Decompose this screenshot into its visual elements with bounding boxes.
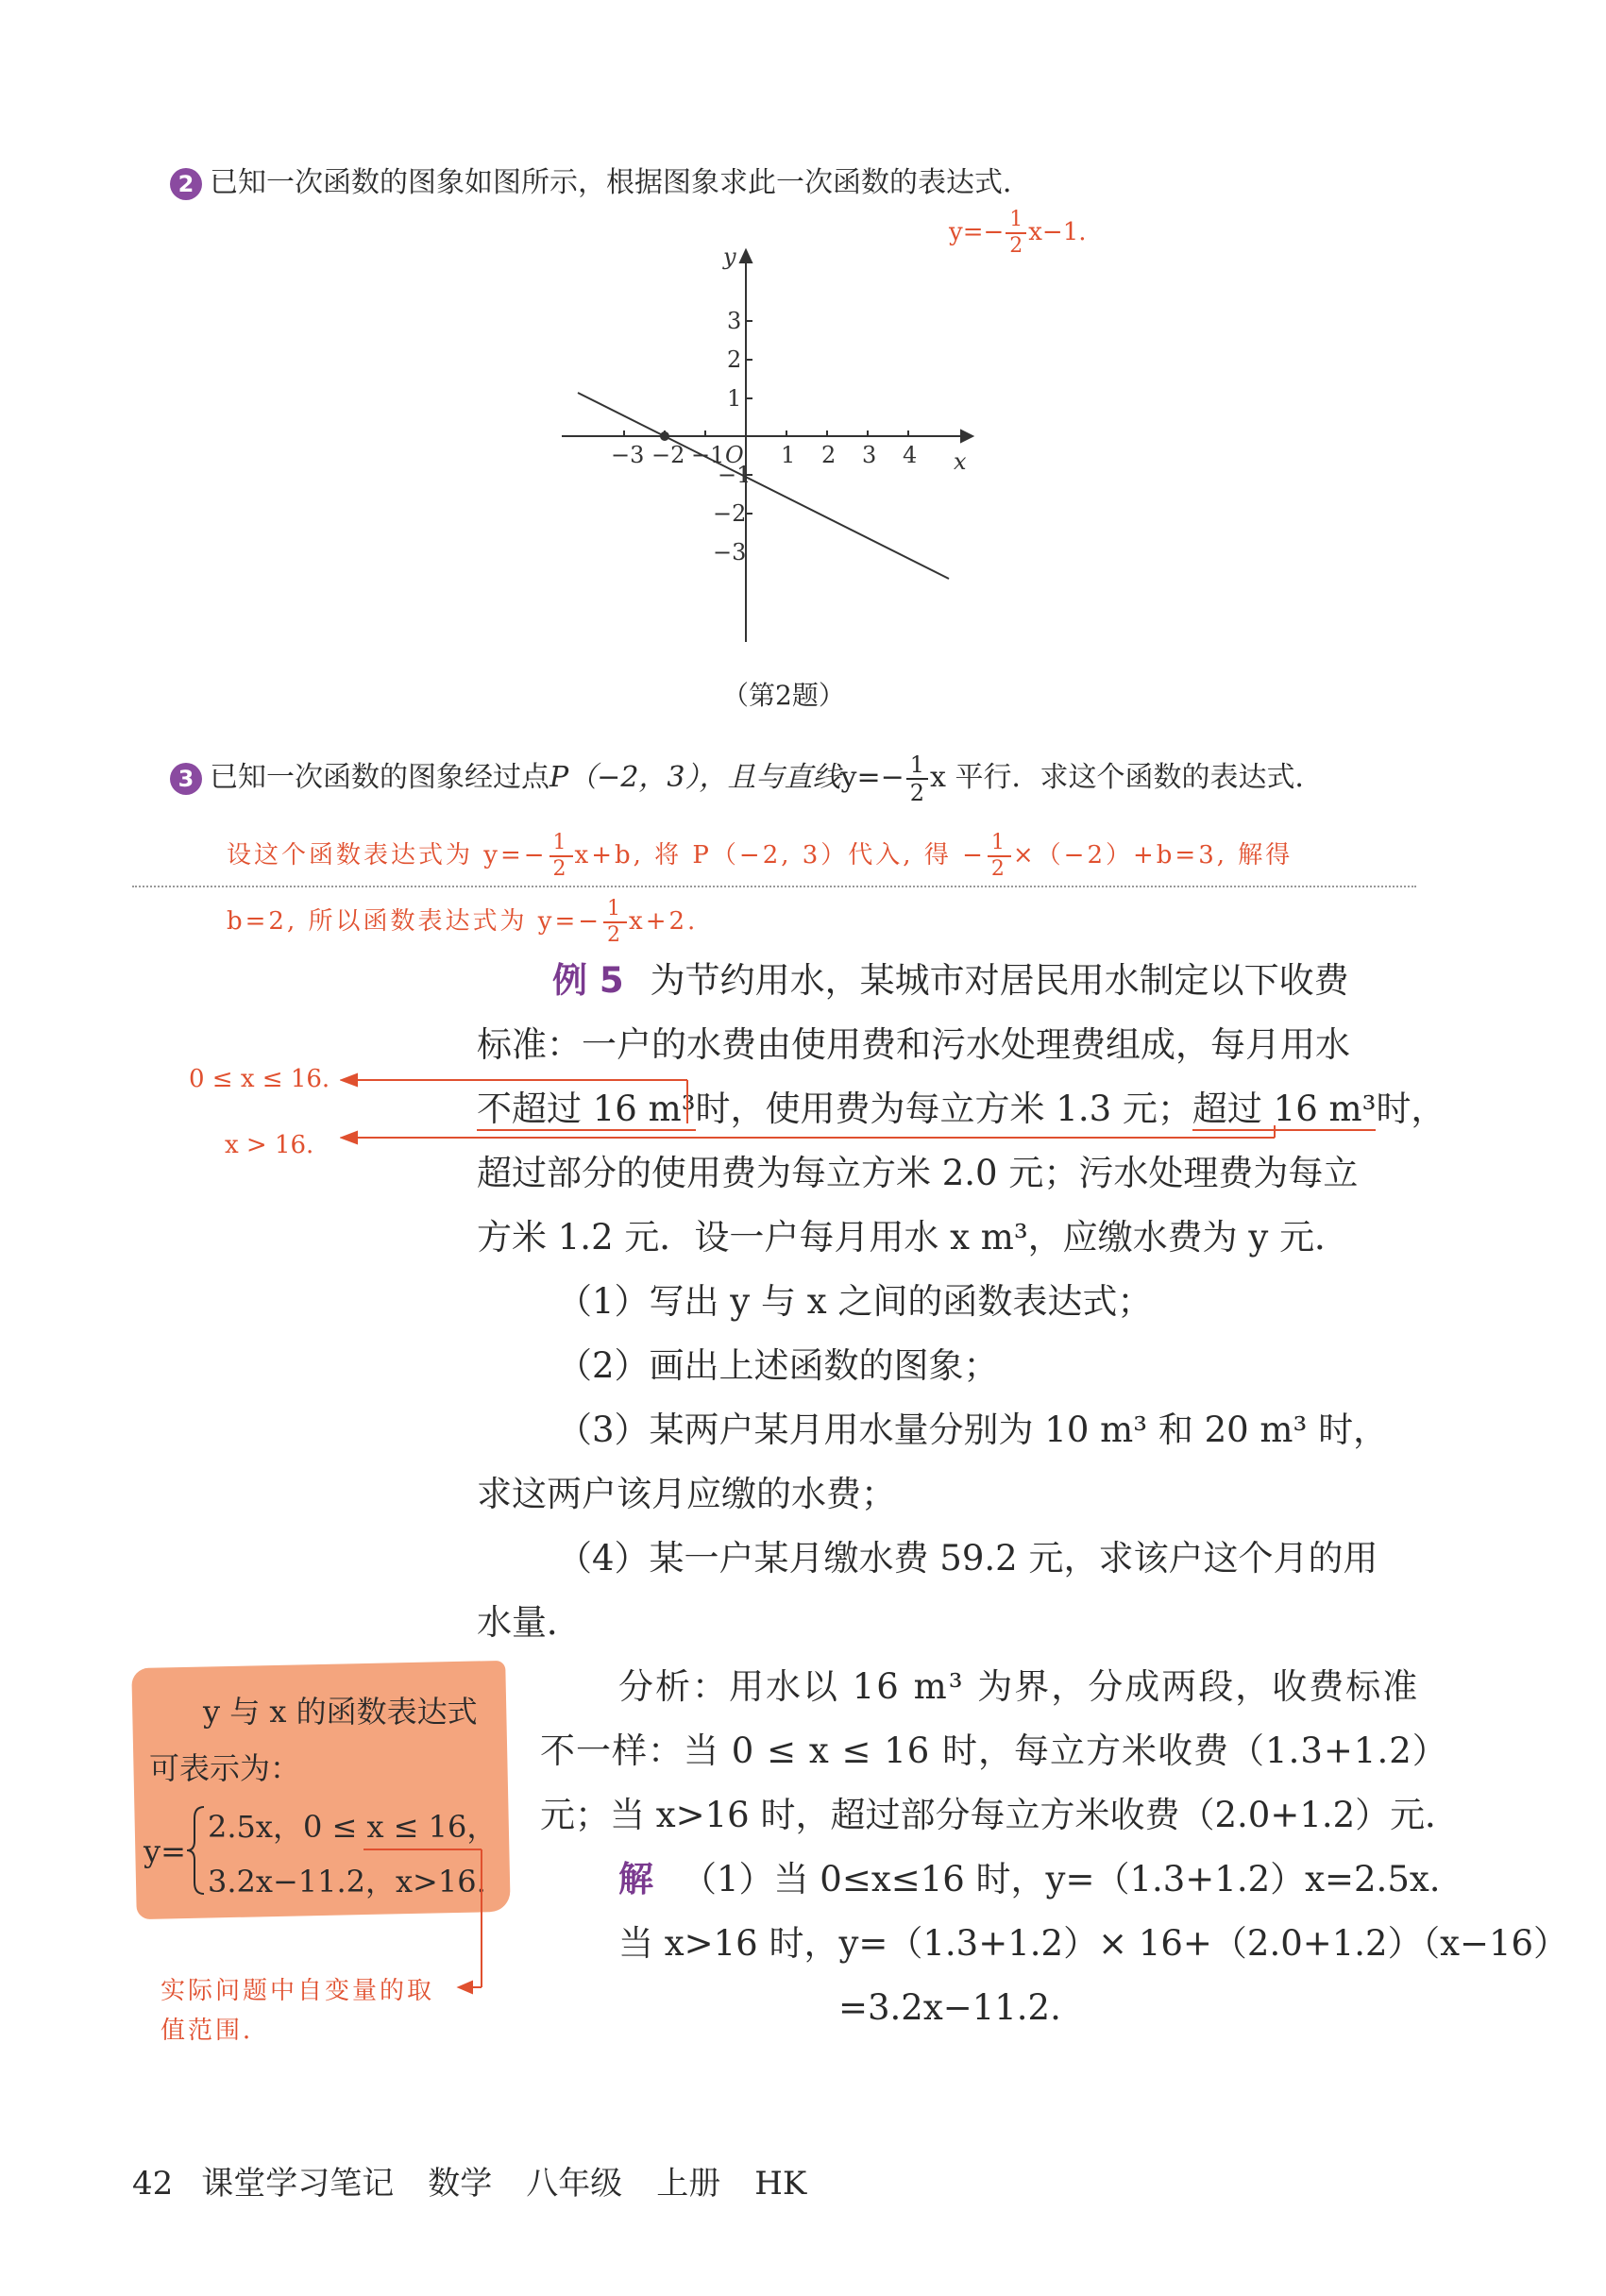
figure-caption: （第2题） [722,680,845,711]
arrow-head [342,1132,357,1143]
example-5-subquestion-1: （1）写出 y 与 x 之间的函数表达式； [557,1281,1153,1322]
fraction-denominator: 2 [990,857,1007,881]
sidebox-case-1: 2.5x，0 ≤ x ≤ 16， [208,1809,498,1845]
margin-note-range-1: 0 ≤ x ≤ 16. [189,1065,330,1093]
question-3-text: 已知一次函数的图象经过点 [210,761,549,794]
answer-fraction [1006,210,1026,257]
x-axis-arrow [961,430,972,442]
example-5-subquestion-4: （4）某一户某月缴水费 59.2 元，求该户这个月的用 [557,1538,1378,1578]
sidebox-line-2: 可表示为： [149,1750,301,1786]
fraction-denominator: 2 [1009,234,1023,258]
example-5-subquestion-4-cont: 水量． [477,1602,582,1643]
solution-label: 解 [618,1859,653,1899]
example-text: 时，使用费为每立方米 1.3 元； [695,1089,1192,1129]
solution-text: （1）当 0≤x≤16 时，y=（1.3+1.2）x=2.5x. [682,1859,1441,1899]
question-3-line-prefix: y=− [840,761,904,794]
fraction-denominator: 2 [607,923,624,947]
book-title: 课堂学习笔记 [201,2165,395,2203]
x-tick-label: 4 [903,442,918,468]
x-tick-label: 3 [862,442,877,468]
underlined-condition-1: 不超过 16 m³ [477,1089,696,1129]
example-label: 例 5 [552,960,624,1001]
underlined-condition-2: 超过 16 m³ [1192,1089,1377,1129]
y-tick-label: −2 [713,500,747,527]
solution-fraction [603,899,627,946]
sidebox-line-1: y 与 x 的函数表达式 [203,1694,478,1730]
y-tick-label: 3 [727,308,742,334]
y-tick-label: 2 [727,346,742,373]
analysis-line-3: 元；当 x>16 时，超过部分每立方米收费（2.0+1.2）元． [540,1795,1461,1835]
margin-note-range-2: x > 16. [225,1131,314,1159]
book-grade: 八年级 [526,2165,623,2203]
fraction-numerator: 1 [906,753,928,780]
origin-label: O [725,442,744,468]
question-3-text-end: x 平行．求这个函数的表达式． [930,761,1324,794]
book-subject: 数学 [428,2165,493,2203]
analysis-line-2: 不一样：当 0 ≤ x ≤ 16 时，每立方米收费（1.3+1.2） [540,1730,1448,1771]
fraction-denominator: 2 [552,857,569,881]
brace-icon [185,1803,208,1898]
x-tick-label: −1 [691,442,725,468]
fraction-numerator: 1 [603,899,627,923]
example-5-line-4: 超过部分的使用费为每立方米 2.0 元；污水处理费为每立 [477,1153,1359,1193]
side-note-line-1: 实际问题中自变量的取 [161,1977,435,2005]
solution-fraction [988,833,1011,880]
example-5-line-2: 标准：一户的水费由使用费和污水处理费组成，每月用水 [477,1024,1350,1065]
x-tick-label: −3 [611,442,645,468]
solution-text: x+2. [629,907,699,936]
solution-text: b=2, 所以函数表达式为 y=− [227,907,602,936]
book-edition: HK [754,2165,807,2203]
x-intercept-point [660,431,669,441]
example-5-subquestion-2: （2）画出上述函数的图象； [557,1345,999,1386]
analysis-line-1: 分析：用水以 16 m³ 为界，分成两段，收费标准 [618,1666,1420,1707]
y-axis-arrow [740,250,752,262]
example-5-line-1 [477,949,1349,1013]
example-5-subquestion-3-cont: 求这两户该月应缴的水费； [477,1474,896,1514]
arrow-head [459,1982,472,1993]
answer-suffix: x−1. [1028,218,1087,246]
x-axis-label: x [954,448,967,475]
page-number: 42 [132,2165,174,2203]
page-footer [132,2157,806,2203]
y-tick-label: 1 [727,385,742,412]
question-3-point: P（−2，3），且与直线 [549,761,841,794]
side-note-line-2: 值范围． [161,2017,271,2045]
x-tick-label: −2 [651,442,685,468]
note-arrows [340,1067,1378,1161]
solution-line-3: =3.2x−11.2. [838,1987,1061,2028]
solution-text: 设这个函数表达式为 y=− [227,841,548,869]
fraction-numerator: 1 [549,833,573,857]
solution-fraction [549,833,573,880]
example-5-line-5: 方米 1.2 元．设一户每月用水 x m³，应缴水费为 y 元． [477,1217,1350,1258]
book-volume: 上册 [656,2165,721,2203]
fraction-numerator: 1 [988,833,1011,857]
example-text: 时， [1376,1089,1446,1129]
question-number-badge: 3 [170,763,202,795]
solution-line-2: 当 x>16 时，y=（1.3+1.2）× 16+（2.0+1.2）（x−16） [618,1923,1569,1964]
x-tick-label: 1 [781,442,796,468]
dotted-divider [132,886,1416,887]
y-tick-label: −1 [718,462,752,488]
function-line [578,393,949,579]
question-3-solution-line-2 [227,899,698,946]
question-2-text: 已知一次函数的图象如图所示，根据图象求此一次函数的表达式． [210,166,1031,199]
line-graph [557,236,991,651]
solution-text: ×（−2）+b=3, 解得 [1012,841,1293,869]
question-3-fraction [906,753,928,804]
question-3-solution-line-1 [227,833,1293,880]
example-5-subquestion-3: （3）某两户某月用水量分别为 10 m³ 和 20 m³ 时， [557,1410,1389,1450]
arrow-head [342,1074,357,1086]
question-3 [170,753,1323,804]
question-number-badge: 2 [170,168,202,200]
fraction-numerator: 1 [1006,210,1026,234]
fraction-denominator: 2 [909,780,925,806]
sidebox-case-2: 3.2x−11.2，x>16. [208,1864,486,1899]
y-axis-label: y [723,244,736,270]
example-text: 为节约用水，某城市对居民用水制定以下收费 [650,960,1349,1001]
y-tick-label: −3 [713,539,747,566]
x-tick-label: 2 [821,442,837,468]
sidebox-y-equals: y= [144,1833,186,1869]
question-2 [170,159,1031,200]
solution-text: x+b, 将 P（−2, 3）代入, 得 − [574,841,986,869]
answer-prefix: y=− [949,218,1005,246]
solution-line-1 [618,1848,1441,1912]
